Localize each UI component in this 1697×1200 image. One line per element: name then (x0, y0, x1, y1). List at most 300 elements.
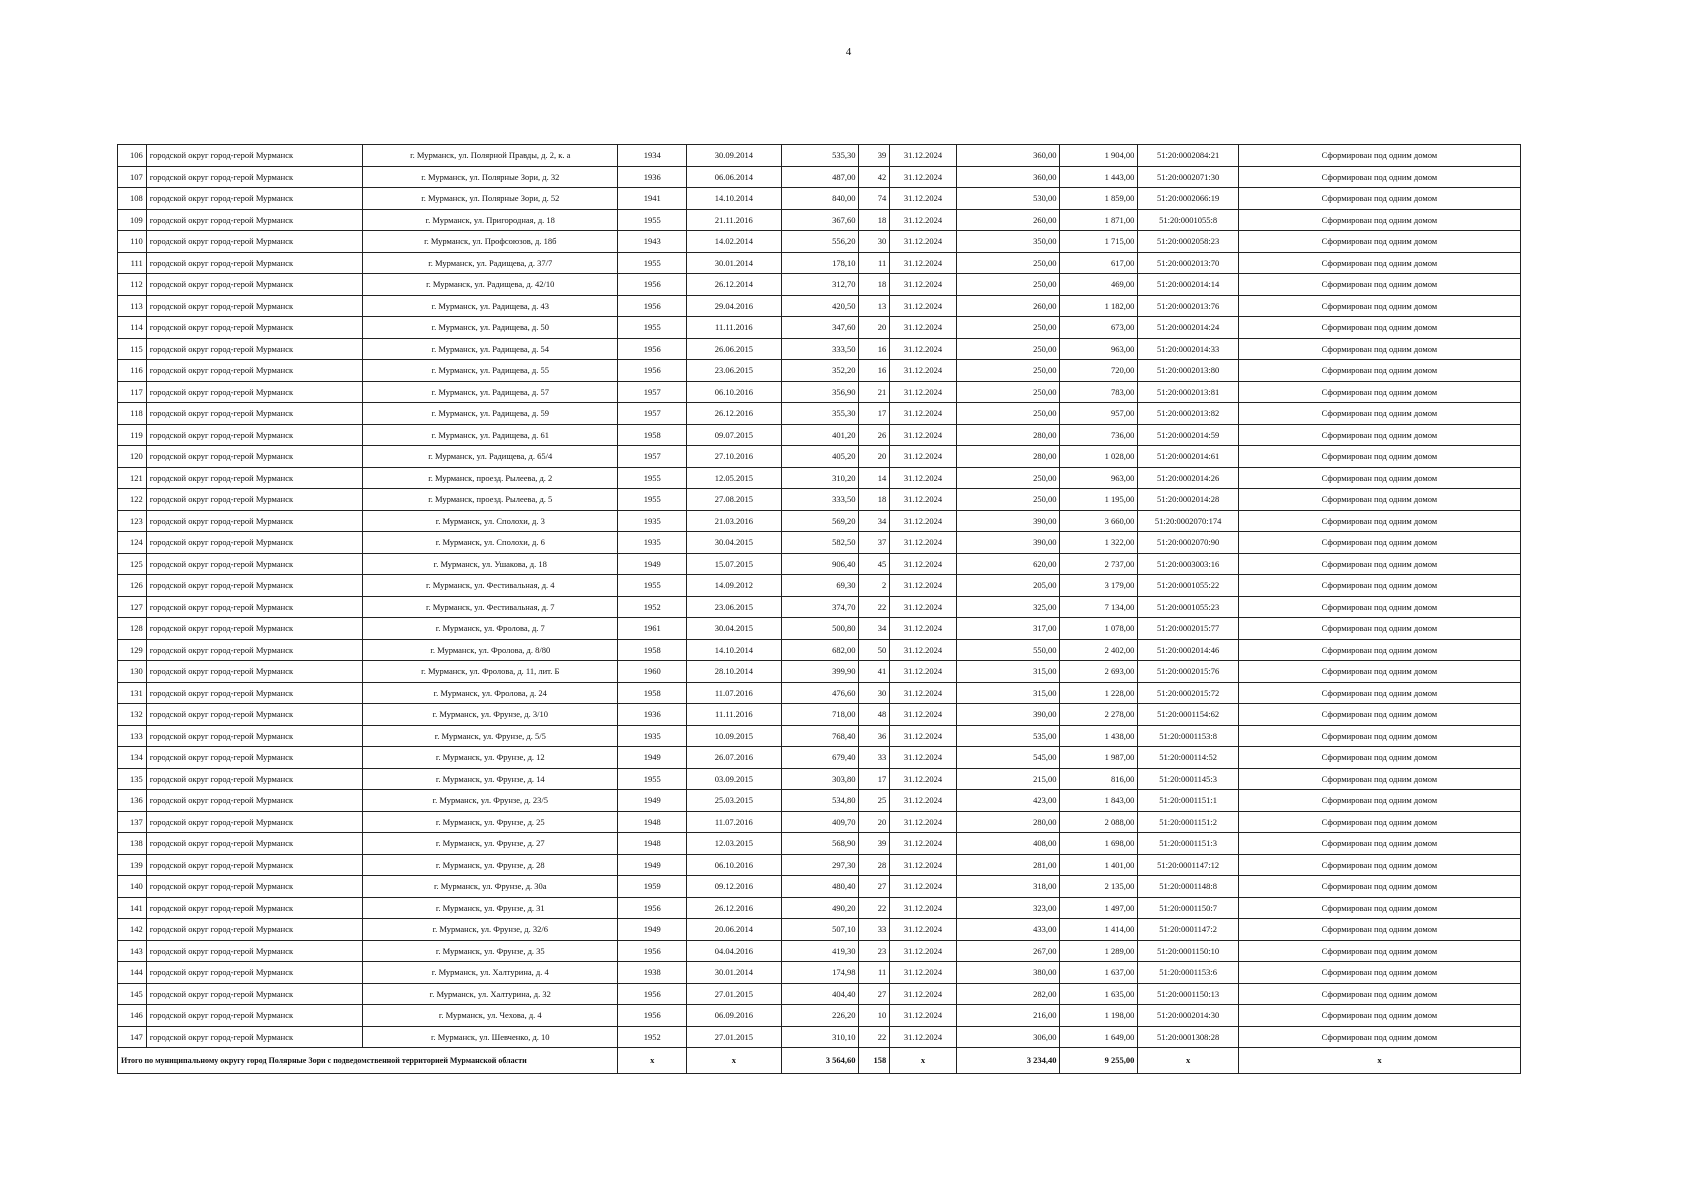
land-area-cell: 1 497,00 (1060, 897, 1138, 919)
table-row (118, 596, 1521, 618)
residents-count-cell: 50 (859, 639, 890, 661)
address-cell: г. Мурманск, ул. Сполохи, д. 3 (363, 510, 618, 532)
table-row (118, 704, 1521, 726)
table-row (118, 661, 1521, 683)
municipality-cell: городской округ город-герой Мурманск (146, 983, 362, 1005)
municipality-cell: городской округ город-герой Мурманск (146, 553, 362, 575)
date-cell: 30.04.2015 (687, 532, 781, 554)
note-cell: Сформирован под одним домом (1238, 188, 1520, 210)
address-cell: г. Мурманск, ул. Радищева, д. 55 (363, 360, 618, 382)
table-row (118, 553, 1521, 575)
row-number-cell: 107 (118, 166, 147, 188)
address-cell: г. Мурманск, ул. Фестивальная, д. 7 (363, 596, 618, 618)
total-count: 158 (859, 1048, 890, 1074)
residents-count-cell: 22 (859, 1026, 890, 1048)
cost-cell: 280,00 (956, 446, 1060, 468)
address-cell: г. Мурманск, ул. Профсоюзов, д. 18б (363, 231, 618, 253)
cost-cell: 280,00 (956, 424, 1060, 446)
table-row (118, 360, 1521, 382)
cadastral-number-cell: 51:20:0002014:26 (1138, 467, 1239, 489)
cost-cell: 250,00 (956, 403, 1060, 425)
land-area-cell: 1 322,00 (1060, 532, 1138, 554)
municipality-cell: городской округ город-герой Мурманск (146, 424, 362, 446)
land-area-cell: 1 698,00 (1060, 833, 1138, 855)
build-year-cell: 1949 (618, 747, 687, 769)
row-number-cell: 134 (118, 747, 147, 769)
table-row (118, 639, 1521, 661)
cost-cell: 250,00 (956, 467, 1060, 489)
municipality-cell: городской округ город-герой Мурманск (146, 360, 362, 382)
deadline-cell: 31.12.2024 (890, 747, 957, 769)
land-area-cell: 2 135,00 (1060, 876, 1138, 898)
deadline-cell: 31.12.2024 (890, 553, 957, 575)
land-area-cell: 1 871,00 (1060, 209, 1138, 231)
land-area-cell: 1 715,00 (1060, 231, 1138, 253)
land-area-cell: 1 904,00 (1060, 145, 1138, 167)
date-cell: 27.01.2015 (687, 1026, 781, 1048)
address-cell: г. Мурманск, ул. Радищева, д. 65/4 (363, 446, 618, 468)
note-cell: Сформирован под одним домом (1238, 510, 1520, 532)
residents-count-cell: 33 (859, 747, 890, 769)
deadline-cell: 31.12.2024 (890, 682, 957, 704)
land-area-cell: 720,00 (1060, 360, 1138, 382)
table-row (118, 467, 1521, 489)
date-cell: 15.07.2015 (687, 553, 781, 575)
row-number-cell: 119 (118, 424, 147, 446)
deadline-cell: 31.12.2024 (890, 510, 957, 532)
municipality-cell: городской округ город-герой Мурманск (146, 876, 362, 898)
deadline-cell: 31.12.2024 (890, 596, 957, 618)
area-cell: 840,00 (781, 188, 859, 210)
deadline-cell: 31.12.2024 (890, 467, 957, 489)
row-number-cell: 139 (118, 854, 147, 876)
build-year-cell: 1958 (618, 424, 687, 446)
row-number-cell: 110 (118, 231, 147, 253)
residents-count-cell: 17 (859, 403, 890, 425)
cadastral-number-cell: 51:20:0001148:8 (1138, 876, 1239, 898)
row-number-cell: 143 (118, 940, 147, 962)
deadline-cell: 31.12.2024 (890, 962, 957, 984)
area-cell: 409,70 (781, 811, 859, 833)
date-cell: 04.04.2016 (687, 940, 781, 962)
build-year-cell: 1949 (618, 919, 687, 941)
note-cell: Сформирован под одним домом (1238, 682, 1520, 704)
municipality-cell: городской округ город-герой Мурманск (146, 145, 362, 167)
build-year-cell: 1955 (618, 317, 687, 339)
municipality-cell: городской округ город-герой Мурманск (146, 682, 362, 704)
residents-count-cell: 45 (859, 553, 890, 575)
date-cell: 28.10.2014 (687, 661, 781, 683)
cost-cell: 267,00 (956, 940, 1060, 962)
row-number-cell: 126 (118, 575, 147, 597)
cadastral-number-cell: 51:20:0002014:28 (1138, 489, 1239, 511)
table-row (118, 725, 1521, 747)
area-cell: 534,80 (781, 790, 859, 812)
address-cell: г. Мурманск, ул. Фрунзе, д. 25 (363, 811, 618, 833)
municipality-cell: городской округ город-герой Мурманск (146, 295, 362, 317)
build-year-cell: 1956 (618, 940, 687, 962)
build-year-cell: 1956 (618, 983, 687, 1005)
note-cell: Сформирован под одним домом (1238, 274, 1520, 296)
cost-cell: 380,00 (956, 962, 1060, 984)
municipality-cell: городской округ город-герой Мурманск (146, 252, 362, 274)
cost-cell: 250,00 (956, 360, 1060, 382)
row-number-cell: 144 (118, 962, 147, 984)
build-year-cell: 1934 (618, 145, 687, 167)
residents-count-cell: 34 (859, 618, 890, 640)
date-cell: 30.04.2015 (687, 618, 781, 640)
deadline-cell: 31.12.2024 (890, 209, 957, 231)
area-cell: 480,40 (781, 876, 859, 898)
residents-count-cell: 18 (859, 209, 890, 231)
area-cell: 682,00 (781, 639, 859, 661)
area-cell: 374,70 (781, 596, 859, 618)
area-cell: 556,20 (781, 231, 859, 253)
address-cell: г. Мурманск, ул. Фрунзе, д. 12 (363, 747, 618, 769)
residents-count-cell: 27 (859, 983, 890, 1005)
row-number-cell: 108 (118, 188, 147, 210)
date-cell: 21.03.2016 (687, 510, 781, 532)
address-cell: г. Мурманск, ул. Шевченко, д. 10 (363, 1026, 618, 1048)
municipality-cell: городской округ город-герой Мурманск (146, 231, 362, 253)
deadline-cell: 31.12.2024 (890, 403, 957, 425)
row-number-cell: 124 (118, 532, 147, 554)
cadastral-number-cell: 51:20:0001147:12 (1138, 854, 1239, 876)
address-cell: г. Мурманск, ул. Фрунзе, д. 23/5 (363, 790, 618, 812)
table-row (118, 231, 1521, 253)
total-row (118, 1048, 1521, 1074)
note-cell: Сформирован под одним домом (1238, 768, 1520, 790)
deadline-cell: 31.12.2024 (890, 897, 957, 919)
cadastral-number-cell: 51:20:0002070:90 (1138, 532, 1239, 554)
area-cell: 310,10 (781, 1026, 859, 1048)
address-cell: г. Мурманск, ул. Радищева, д. 59 (363, 403, 618, 425)
total-cost: 3 234,40 (956, 1048, 1060, 1074)
row-number-cell: 128 (118, 618, 147, 640)
deadline-cell: 31.12.2024 (890, 317, 957, 339)
deadline-cell: 31.12.2024 (890, 940, 957, 962)
deadline-cell: 31.12.2024 (890, 618, 957, 640)
cadastral-number-cell: 51:20:0002014:30 (1138, 1005, 1239, 1027)
build-year-cell: 1952 (618, 1026, 687, 1048)
address-cell: г. Мурманск, ул. Пригородная, д. 18 (363, 209, 618, 231)
date-cell: 06.10.2016 (687, 854, 781, 876)
build-year-cell: 1958 (618, 639, 687, 661)
address-cell: г. Мурманск, ул. Фрунзе, д. 3/10 (363, 704, 618, 726)
date-cell: 11.11.2016 (687, 704, 781, 726)
address-cell: г. Мурманск, ул. Радищева, д. 43 (363, 295, 618, 317)
cadastral-number-cell: 51:20:0002070:174 (1138, 510, 1239, 532)
cadastral-number-cell: 51:20:0002066:19 (1138, 188, 1239, 210)
land-area-cell: 963,00 (1060, 338, 1138, 360)
cadastral-number-cell: 51:20:0002014:24 (1138, 317, 1239, 339)
table-row (118, 274, 1521, 296)
cost-cell: 318,00 (956, 876, 1060, 898)
area-cell: 333,50 (781, 489, 859, 511)
residents-count-cell: 16 (859, 338, 890, 360)
build-year-cell: 1961 (618, 618, 687, 640)
row-number-cell: 113 (118, 295, 147, 317)
residents-count-cell: 16 (859, 360, 890, 382)
row-number-cell: 138 (118, 833, 147, 855)
address-cell: г. Мурманск, ул. Фролова, д. 8/80 (363, 639, 618, 661)
table-row (118, 682, 1521, 704)
area-cell: 401,20 (781, 424, 859, 446)
land-area-cell: 816,00 (1060, 768, 1138, 790)
municipality-cell: городской округ город-герой Мурманск (146, 596, 362, 618)
row-number-cell: 136 (118, 790, 147, 812)
note-cell: Сформирован под одним домом (1238, 295, 1520, 317)
area-cell: 333,50 (781, 338, 859, 360)
residents-count-cell: 14 (859, 467, 890, 489)
build-year-cell: 1955 (618, 209, 687, 231)
address-cell: г. Мурманск, ул. Радищева, д. 37/7 (363, 252, 618, 274)
municipality-cell: городской округ город-герой Мурманск (146, 1005, 362, 1027)
build-year-cell: 1956 (618, 274, 687, 296)
cost-cell: 280,00 (956, 811, 1060, 833)
build-year-cell: 1935 (618, 725, 687, 747)
land-area-cell: 783,00 (1060, 381, 1138, 403)
cadastral-number-cell: 51:20:0001153:8 (1138, 725, 1239, 747)
build-year-cell: 1957 (618, 381, 687, 403)
date-cell: 21.11.2016 (687, 209, 781, 231)
municipality-cell: городской округ город-герой Мурманск (146, 338, 362, 360)
cadastral-number-cell: 51:20:0002013:76 (1138, 295, 1239, 317)
area-cell: 718,00 (781, 704, 859, 726)
table-row (118, 532, 1521, 554)
note-cell: Сформирован под одним домом (1238, 166, 1520, 188)
cadastral-number-cell: 51:20:0002015:77 (1138, 618, 1239, 640)
note-cell: Сформирован под одним домом (1238, 1026, 1520, 1048)
land-area-cell: 1 649,00 (1060, 1026, 1138, 1048)
build-year-cell: 1935 (618, 510, 687, 532)
address-cell: г. Мурманск, ул. Чехова, д. 4 (363, 1005, 618, 1027)
municipality-cell: городской округ город-герой Мурманск (146, 725, 362, 747)
note-cell: Сформирован под одним домом (1238, 618, 1520, 640)
residents-count-cell: 23 (859, 940, 890, 962)
residents-count-cell: 26 (859, 424, 890, 446)
cadastral-number-cell: 51:20:0001151:1 (1138, 790, 1239, 812)
residents-count-cell: 11 (859, 252, 890, 274)
cost-cell: 315,00 (956, 661, 1060, 683)
address-cell: г. Мурманск, ул. Полярной Правды, д. 2, к. а (363, 145, 618, 167)
land-area-cell: 1 414,00 (1060, 919, 1138, 941)
municipality-cell: городской округ город-герой Мурманск (146, 532, 362, 554)
address-cell: г. Мурманск, ул. Фрунзе, д. 32/6 (363, 919, 618, 941)
land-area-cell: 1 859,00 (1060, 188, 1138, 210)
row-number-cell: 114 (118, 317, 147, 339)
deadline-cell: 31.12.2024 (890, 1026, 957, 1048)
table-row (118, 940, 1521, 962)
municipality-cell: городской округ город-герой Мурманск (146, 811, 362, 833)
area-cell: 174,98 (781, 962, 859, 984)
land-area-cell: 1 078,00 (1060, 618, 1138, 640)
residents-count-cell: 36 (859, 725, 890, 747)
land-area-cell: 1 438,00 (1060, 725, 1138, 747)
cost-cell: 360,00 (956, 145, 1060, 167)
residents-count-cell: 41 (859, 661, 890, 683)
deadline-cell: 31.12.2024 (890, 661, 957, 683)
cost-cell: 250,00 (956, 381, 1060, 403)
note-cell: Сформирован под одним домом (1238, 209, 1520, 231)
date-cell: 26.12.2016 (687, 897, 781, 919)
cost-cell: 315,00 (956, 682, 1060, 704)
note-cell: Сформирован под одним домом (1238, 467, 1520, 489)
residents-count-cell: 42 (859, 166, 890, 188)
note-cell: Сформирован под одним домом (1238, 338, 1520, 360)
cadastral-number-cell: 51:20:0002013:82 (1138, 403, 1239, 425)
deadline-cell: 31.12.2024 (890, 274, 957, 296)
land-area-cell: 736,00 (1060, 424, 1138, 446)
address-cell: г. Мурманск, ул. Фролова, д. 7 (363, 618, 618, 640)
table-row (118, 962, 1521, 984)
table-row (118, 381, 1521, 403)
total-deadline: х (890, 1048, 957, 1074)
total-cadastral: х (1138, 1048, 1239, 1074)
cost-cell: 205,00 (956, 575, 1060, 597)
municipality-cell: городской округ город-герой Мурманск (146, 962, 362, 984)
area-cell: 679,40 (781, 747, 859, 769)
note-cell: Сформирован под одним домом (1238, 639, 1520, 661)
residents-count-cell: 18 (859, 489, 890, 511)
deadline-cell: 31.12.2024 (890, 381, 957, 403)
table-row (118, 338, 1521, 360)
area-cell: 405,20 (781, 446, 859, 468)
area-cell: 476,60 (781, 682, 859, 704)
cost-cell: 325,00 (956, 596, 1060, 618)
municipality-cell: городской округ город-герой Мурманск (146, 940, 362, 962)
build-year-cell: 1948 (618, 811, 687, 833)
municipality-cell: городской округ город-герой Мурманск (146, 381, 362, 403)
land-area-cell: 1 198,00 (1060, 1005, 1138, 1027)
table-row (118, 166, 1521, 188)
table-row (118, 854, 1521, 876)
cost-cell: 250,00 (956, 338, 1060, 360)
date-cell: 09.07.2015 (687, 424, 781, 446)
table-row (118, 145, 1521, 167)
cadastral-number-cell: 51:20:0002015:76 (1138, 661, 1239, 683)
note-cell: Сформирован под одним домом (1238, 317, 1520, 339)
area-cell: 399,90 (781, 661, 859, 683)
deadline-cell: 31.12.2024 (890, 768, 957, 790)
residents-count-cell: 20 (859, 446, 890, 468)
cadastral-number-cell: 51:20:0002014:61 (1138, 446, 1239, 468)
date-cell: 09.12.2016 (687, 876, 781, 898)
cost-cell: 281,00 (956, 854, 1060, 876)
row-number-cell: 129 (118, 639, 147, 661)
residents-count-cell: 22 (859, 596, 890, 618)
note-cell: Сформирован под одним домом (1238, 811, 1520, 833)
row-number-cell: 145 (118, 983, 147, 1005)
area-cell: 487,00 (781, 166, 859, 188)
cost-cell: 250,00 (956, 489, 1060, 511)
land-area-cell: 7 134,00 (1060, 596, 1138, 618)
residents-count-cell: 28 (859, 854, 890, 876)
cadastral-number-cell: 51:20:0001154:62 (1138, 704, 1239, 726)
date-cell: 03.09.2015 (687, 768, 781, 790)
cost-cell: 260,00 (956, 209, 1060, 231)
land-area-cell: 1 195,00 (1060, 489, 1138, 511)
row-number-cell: 111 (118, 252, 147, 274)
note-cell: Сформирован под одним домом (1238, 962, 1520, 984)
table-row (118, 747, 1521, 769)
land-area-cell: 3 179,00 (1060, 575, 1138, 597)
address-cell: г. Мурманск, ул. Фрунзе, д. 31 (363, 897, 618, 919)
cost-cell: 535,00 (956, 725, 1060, 747)
build-year-cell: 1955 (618, 489, 687, 511)
address-cell: г. Мурманск, ул. Ушакова, д. 18 (363, 553, 618, 575)
residents-count-cell: 34 (859, 510, 890, 532)
date-cell: 27.10.2016 (687, 446, 781, 468)
cadastral-number-cell: 51:20:0001055:22 (1138, 575, 1239, 597)
note-cell: Сформирован под одним домом (1238, 403, 1520, 425)
area-cell: 906,40 (781, 553, 859, 575)
build-year-cell: 1956 (618, 897, 687, 919)
cost-cell: 433,00 (956, 919, 1060, 941)
cadastral-number-cell: 51:20:0001055:23 (1138, 596, 1239, 618)
cadastral-number-cell: 51:20:0002084:21 (1138, 145, 1239, 167)
deadline-cell: 31.12.2024 (890, 446, 957, 468)
note-cell: Сформирован под одним домом (1238, 446, 1520, 468)
address-cell: г. Мурманск, проезд. Рылеева, д. 2 (363, 467, 618, 489)
note-cell: Сформирован под одним домом (1238, 983, 1520, 1005)
build-year-cell: 1949 (618, 553, 687, 575)
land-area-cell: 3 660,00 (1060, 510, 1138, 532)
table-row (118, 1026, 1521, 1048)
deadline-cell: 31.12.2024 (890, 338, 957, 360)
municipality-cell: городской округ город-герой Мурманск (146, 1026, 362, 1048)
row-number-cell: 112 (118, 274, 147, 296)
land-area-cell: 1 182,00 (1060, 295, 1138, 317)
municipality-cell: городской округ город-герой Мурманск (146, 467, 362, 489)
date-cell: 11.07.2016 (687, 811, 781, 833)
note-cell: Сформирован под одним домом (1238, 575, 1520, 597)
cost-cell: 250,00 (956, 274, 1060, 296)
residents-count-cell: 27 (859, 876, 890, 898)
table-row (118, 768, 1521, 790)
deadline-cell: 31.12.2024 (890, 833, 957, 855)
deadline-cell: 31.12.2024 (890, 639, 957, 661)
row-number-cell: 121 (118, 467, 147, 489)
cost-cell: 423,00 (956, 790, 1060, 812)
land-area-cell: 1 443,00 (1060, 166, 1138, 188)
build-year-cell: 1936 (618, 166, 687, 188)
table-row (118, 876, 1521, 898)
municipality-cell: городской округ город-герой Мурманск (146, 747, 362, 769)
land-area-cell: 1 228,00 (1060, 682, 1138, 704)
build-year-cell: 1955 (618, 252, 687, 274)
cost-cell: 260,00 (956, 295, 1060, 317)
municipality-cell: городской округ город-герой Мурманск (146, 166, 362, 188)
date-cell: 10.09.2015 (687, 725, 781, 747)
land-area-cell: 2 737,00 (1060, 553, 1138, 575)
deadline-cell: 31.12.2024 (890, 231, 957, 253)
residents-count-cell: 30 (859, 682, 890, 704)
cadastral-number-cell: 51:20:0002071:30 (1138, 166, 1239, 188)
row-number-cell: 133 (118, 725, 147, 747)
address-cell: г. Мурманск, ул. Сполохи, д. 6 (363, 532, 618, 554)
residents-count-cell: 39 (859, 145, 890, 167)
municipality-cell: городской округ город-герой Мурманск (146, 854, 362, 876)
address-cell: г. Мурманск, ул. Халтурина, д. 4 (363, 962, 618, 984)
area-cell: 297,30 (781, 854, 859, 876)
build-year-cell: 1956 (618, 360, 687, 382)
cost-cell: 390,00 (956, 704, 1060, 726)
cost-cell: 250,00 (956, 252, 1060, 274)
cost-cell: 408,00 (956, 833, 1060, 855)
residents-count-cell: 25 (859, 790, 890, 812)
table-row (118, 209, 1521, 231)
